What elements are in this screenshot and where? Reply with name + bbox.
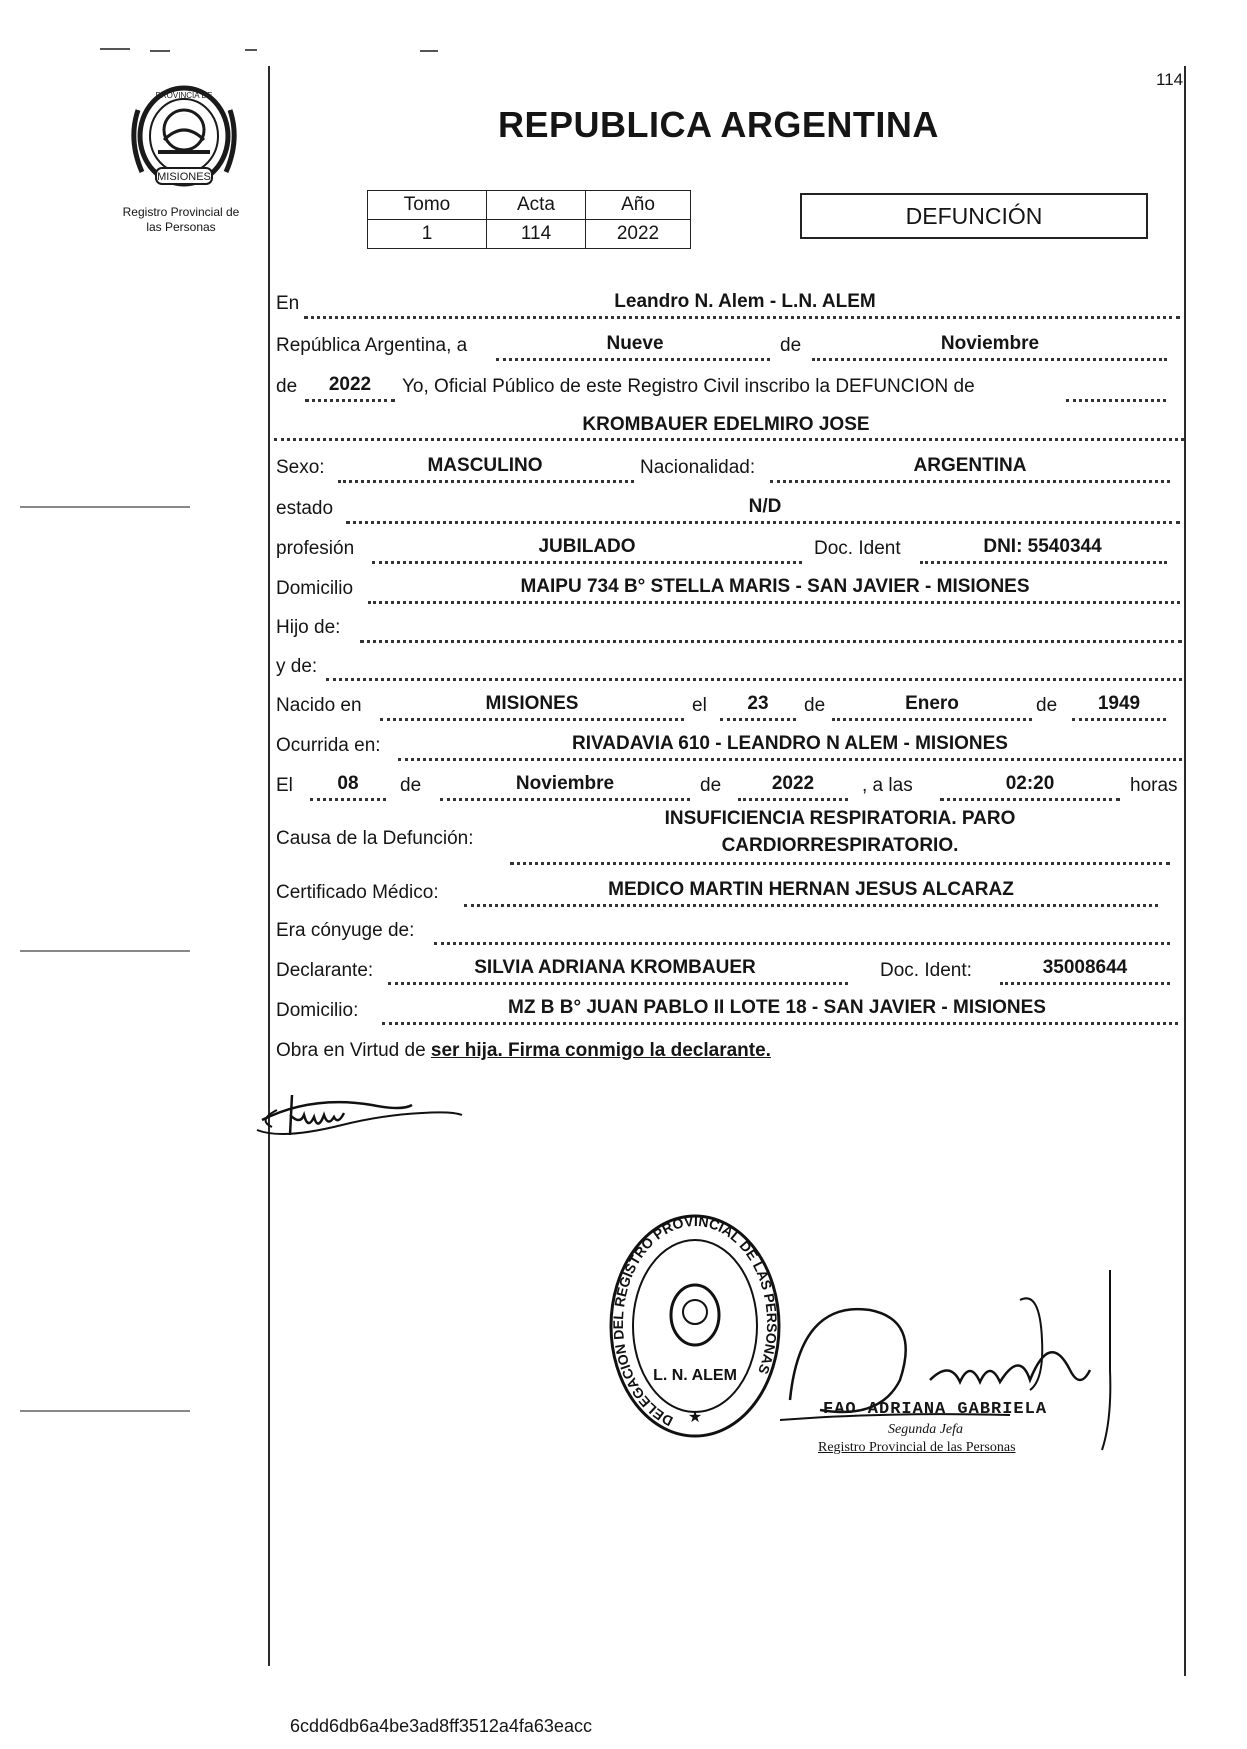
value-declarante-domicilio: MZ B B° JUAN PABLO II LOTE 18 - SAN JAVIER - MISIONES <box>508 997 1046 1018</box>
document-title: REPUBLICA ARGENTINA <box>498 104 939 145</box>
label-nacionalidad: Nacionalidad: <box>640 457 756 478</box>
fill-line <box>510 862 1170 865</box>
fill-line <box>434 942 1170 945</box>
label-republica: República Argentina, a <box>276 335 468 356</box>
obra-prefix: Obra en Virtud de <box>276 1040 431 1061</box>
star-icon: ★ <box>687 1407 703 1426</box>
registry-caption <box>96 205 266 235</box>
label-el: el <box>692 695 707 716</box>
record-table <box>367 190 691 249</box>
value-ocurrida-en: RIVADAVIA 610 - LEANDRO N ALEM - MISIONES <box>572 733 1008 754</box>
value-declarante-doc: 35008644 <box>1042 957 1128 978</box>
value-documento: DNI: 5540344 <box>983 536 1102 557</box>
value-causa-line2: CARDIORRESPIRATORIO. <box>721 835 959 856</box>
fill-line <box>326 678 1182 681</box>
table-cell: 1 <box>368 220 487 249</box>
fill-line <box>304 316 1180 319</box>
label-de: de <box>804 695 826 716</box>
page-number: 114 <box>1156 70 1184 89</box>
fill-line <box>1072 718 1166 721</box>
value-def-dia: 08 <box>337 773 359 794</box>
label-declarante: Declarante: <box>276 960 374 981</box>
fill-line <box>338 480 634 483</box>
value-nacionalidad: ARGENTINA <box>913 455 1027 476</box>
table-header: Acta <box>487 191 586 220</box>
fill-line <box>1000 982 1170 985</box>
fill-line <box>770 480 1170 483</box>
right-margin-rule <box>1184 66 1186 1676</box>
fill-line <box>440 798 690 801</box>
label-de: de <box>1036 695 1058 716</box>
scan-mark <box>420 50 438 52</box>
fill-line <box>274 438 1184 441</box>
label-domicilio: Domicilio <box>276 578 354 599</box>
label-en: En <box>276 293 300 314</box>
value-nacido-en: MISIONES <box>485 693 579 714</box>
value-nombre: KROMBAUER EDELMIRO JOSE <box>582 414 870 435</box>
value-nac-dia: 23 <box>747 693 769 714</box>
value-mes: Noviembre <box>940 333 1040 354</box>
scan-mark <box>20 950 190 952</box>
label-hijo-de: Hijo de: <box>276 617 341 638</box>
label-estado: estado <box>276 498 334 519</box>
left-margin-rule <box>268 66 270 1666</box>
label-causa: Causa de la Defunción: <box>276 828 474 849</box>
label-de: de <box>780 335 802 356</box>
value-nac-mes: Enero <box>905 693 959 714</box>
fill-line <box>1066 399 1166 402</box>
label-de: de <box>400 775 422 796</box>
label-horas: horas <box>1130 775 1178 796</box>
fill-line <box>464 904 1158 907</box>
value-def-hora: 02:20 <box>1005 773 1055 794</box>
registry-caption-line2: las Personas <box>146 220 216 234</box>
scan-mark <box>100 48 130 50</box>
value-anio: 2022 <box>328 374 372 395</box>
scan-mark <box>20 1410 190 1412</box>
value-dia: Nueve <box>606 333 664 354</box>
province-seal-logo <box>128 80 240 195</box>
obra-statement: ser hija. Firma conmigo la declarante. <box>430 1040 771 1061</box>
fill-line <box>382 1022 1178 1025</box>
label-de: de <box>700 775 722 796</box>
scan-mark <box>20 506 190 508</box>
fill-line <box>346 521 1180 524</box>
label-de: de <box>276 376 298 397</box>
label-a-las: , a las <box>862 775 913 796</box>
fill-line <box>310 798 386 801</box>
value-localidad: Leandro N. Alem - L.N. ALEM <box>614 291 876 312</box>
registry-caption-line1: Registro Provincial de <box>122 205 240 219</box>
logo-top-label: PROVINCIA DE <box>155 91 213 100</box>
value-profesion: JUBILADO <box>538 536 636 557</box>
fill-line <box>305 399 395 402</box>
value-domicilio: MAIPU 734 B° STELLA MARIS - SAN JAVIER - MISIONES <box>520 576 1030 597</box>
label-sexo: Sexo: <box>276 457 325 478</box>
scan-mark <box>150 50 170 52</box>
value-causa-line1: INSUFICIENCIA RESPIRATORIA. PARO <box>664 808 1016 829</box>
logo-label: MISIONES <box>157 171 211 183</box>
label-doc-ident: Doc. Ident: <box>880 960 972 981</box>
declarant-signature <box>252 1075 472 1145</box>
fill-line <box>398 758 1182 761</box>
table-header: Año <box>586 191 691 220</box>
obra-text <box>276 1040 771 1062</box>
table-header: Tomo <box>368 191 487 220</box>
scan-mark <box>245 49 257 51</box>
document-hash: 6cdd6db6a4be3ad8ff3512a4fa63eacc <box>290 1716 592 1736</box>
fill-line <box>388 982 848 985</box>
value-declarante: SILVIA ADRIANA KROMBAUER <box>474 957 756 978</box>
value-estado: N/D <box>748 496 782 517</box>
table-cell: 114 <box>487 220 586 249</box>
fill-line <box>372 561 802 564</box>
label-domicilio: Domicilio: <box>276 1000 359 1021</box>
fill-line <box>940 798 1120 801</box>
official-office: Registro Provincial de las Personas <box>818 1440 1016 1455</box>
value-certificado: MEDICO MARTIN HERNAN JESUS ALCARAZ <box>608 879 1014 900</box>
value-sexo: MASCULINO <box>427 455 543 476</box>
value-nac-anio: 1949 <box>1097 693 1141 714</box>
fill-line <box>920 561 1167 564</box>
official-name: FAO ADRIANA GABRIELA <box>823 1400 1048 1419</box>
value-def-mes: Noviembre <box>515 773 615 794</box>
svg-text:DELEGACION DEL REGISTRO PROVIN <box>610 1213 780 1430</box>
value-def-anio: 2022 <box>771 773 815 794</box>
label-nacido-en: Nacido en <box>276 695 362 716</box>
fill-line <box>832 718 1032 721</box>
stamp-outer-text: DELEGACION DEL REGISTRO PROVINCIAL DE LAS PERSONAS <box>610 1212 781 1430</box>
official-stamp <box>605 1210 785 1442</box>
fill-line <box>738 798 848 801</box>
record-type-box: DEFUNCIÓN <box>800 193 1148 239</box>
fill-line <box>812 358 1167 361</box>
label-conyuge: Era cónyuge de: <box>276 920 415 941</box>
official-role: Segunda Jefa <box>888 1422 964 1437</box>
fill-line <box>496 358 770 361</box>
fill-line <box>368 601 1180 604</box>
table-cell: 2022 <box>586 220 691 249</box>
label-el: El <box>276 775 293 796</box>
fill-line <box>360 640 1182 643</box>
label-y-de: y de: <box>276 656 318 677</box>
label-doc-ident: Doc. Ident <box>814 538 901 559</box>
label-profesion: profesión <box>276 538 355 559</box>
fill-line <box>720 718 796 721</box>
stamp-inner-text: L. N. ALEM <box>653 1367 737 1384</box>
label-certificado: Certificado Médico: <box>276 882 439 903</box>
label-yo-text: Yo, Oficial Público de este Registro Civil inscribo la DEFUNCION de <box>402 376 975 397</box>
fill-line <box>380 718 684 721</box>
label-ocurrida-en: Ocurrida en: <box>276 735 381 756</box>
